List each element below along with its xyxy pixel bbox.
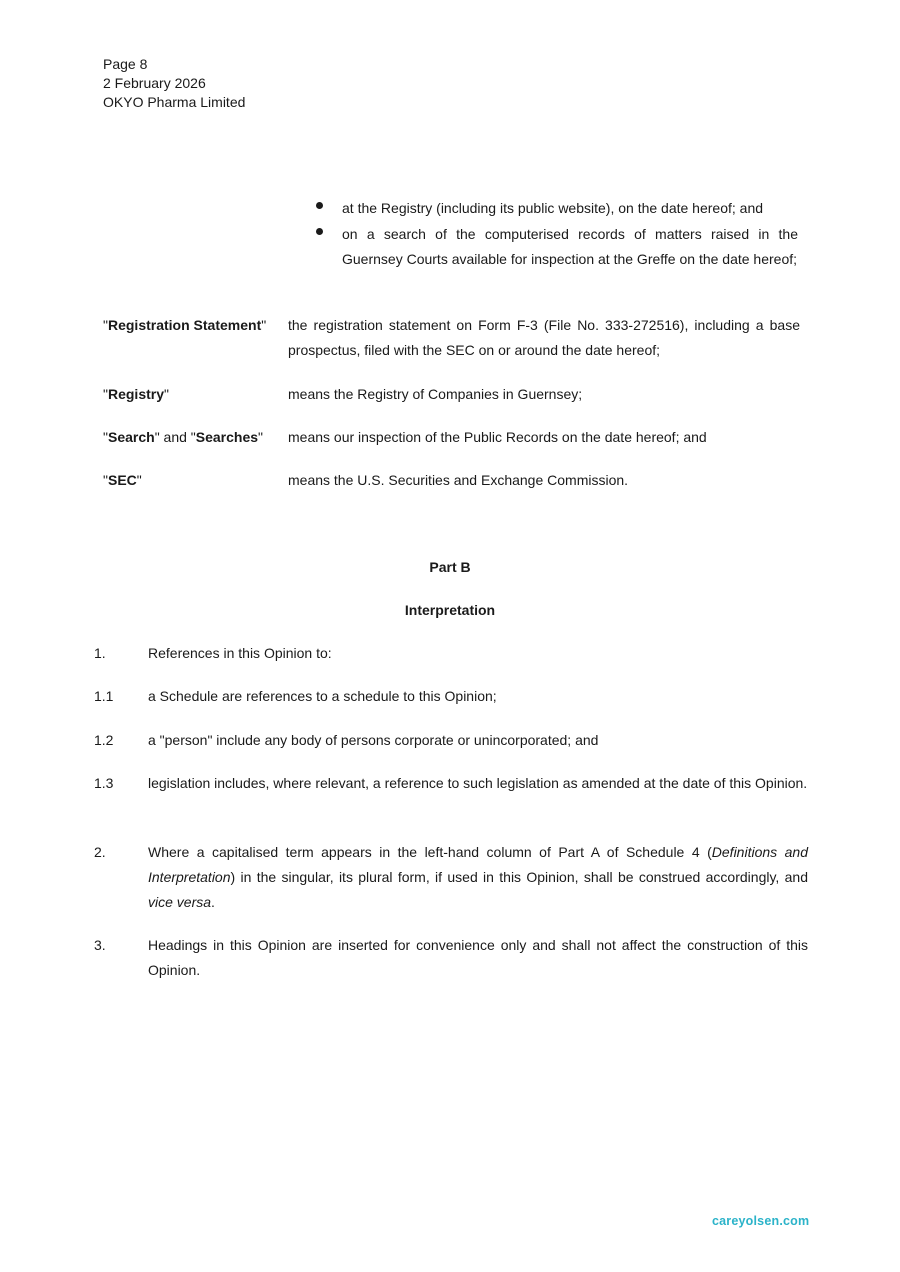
bullet-text: at the Registry (including its public website), on the date hereof; and <box>342 200 764 216</box>
addressee-company: OKYO Pharma Limited <box>103 94 246 110</box>
definition-term-search: "Search" and "Searches" <box>103 429 264 445</box>
paragraph-number: 1.3 <box>94 775 114 791</box>
paragraph-number: 2. <box>94 844 106 860</box>
letter-date: 2 February 2026 <box>103 75 206 91</box>
definition-text-registration-statement: the registration statement on Form F-3 (File No. 333-272516), including a base prospectus, filed with the SEC on or around the date hereof; <box>288 317 800 358</box>
interpretation-heading: Interpretation <box>404 602 496 618</box>
footer-brand-link[interactable]: careyolsen.com <box>712 1214 810 1228</box>
paragraph-number: 3. <box>94 937 106 953</box>
paragraph-text: legislation includes, where relevant, a reference to such legislation as amended at the date of this Opinion. <box>148 775 808 791</box>
paragraph-text: a "person" include any body of persons corporate or unincorporated; and <box>148 732 599 748</box>
definition-text-search: means our inspection of the Public Records on the date hereof; and <box>288 429 707 445</box>
definition-term-sec: "SEC" <box>103 472 142 488</box>
paragraph-number: 1. <box>94 645 106 661</box>
paragraph-text: Where a capitalised term appears in the left-hand column of Part A of Schedule 4 (Definitions and Interpretation) in the singular, its plural form, if used in this Opinion, shall be construed accordingly, and vice versa. <box>148 844 808 910</box>
page-number: Page 8 <box>103 56 148 72</box>
bullet-icon <box>316 202 323 209</box>
paragraph-number: 1.1 <box>94 688 114 704</box>
paragraph-number: 1.2 <box>94 732 114 748</box>
definition-term-registration-statement: "Registration Statement" <box>103 317 267 333</box>
paragraph-text: a Schedule are references to a schedule to this Opinion; <box>148 688 497 704</box>
definition-term-registry: "Registry" <box>103 386 169 402</box>
part-b-heading: Part B <box>429 559 471 575</box>
definition-text-registry: means the Registry of Companies in Guernsey; <box>288 386 583 402</box>
bullet-text: on a search of the computerised records of matters raised in the Guernsey Courts available for inspection at the Greffe on the date hereof; <box>342 226 798 267</box>
paragraph-text: References in this Opinion to: <box>148 645 332 661</box>
paragraph-text: Headings in this Opinion are inserted for convenience only and shall not affect the construction of this Opinion. <box>148 937 808 978</box>
definition-text-sec: means the U.S. Securities and Exchange Commission. <box>288 472 629 488</box>
bullet-icon <box>316 228 323 235</box>
